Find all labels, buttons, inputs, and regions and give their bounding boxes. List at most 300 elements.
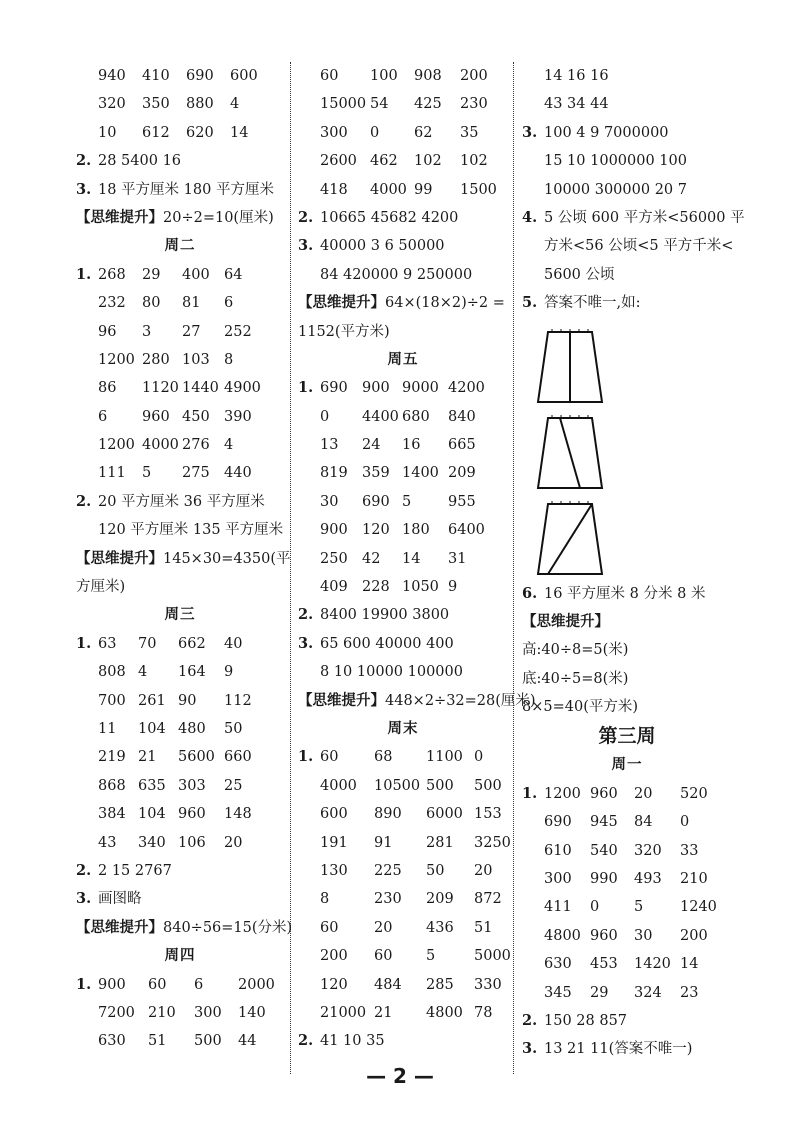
answer-row [298,829,511,857]
answer-row [76,289,284,317]
column-1 [76,62,293,1056]
answer-row [522,893,732,921]
answer-cell: 1420 [634,956,671,973]
answer-row [76,743,284,771]
answer-cell: 808 [98,664,126,681]
answer-text: 145×30=4350(平 [163,550,291,567]
answer-cell: 102 [414,153,442,170]
question-number: 3. [522,1040,538,1058]
answer-cell: 63 [98,635,117,652]
answer-cell: 23 [680,984,699,1001]
answer-cell: 324 [634,984,662,1001]
answer-line [522,289,732,317]
answer-cell: 230 [460,96,488,113]
answer-cell: 453 [590,956,618,973]
answer-cell: 14 [402,550,421,567]
answer-cell: 4000 [370,181,407,198]
answer-cell: 14 [230,124,249,141]
answer-text: 41 10 35 [320,1033,385,1050]
answer-line [76,176,284,204]
answer-cell: 84 [634,814,653,831]
answer-cell: 8 [320,891,330,908]
thinking-tag: 【思维提升】 [76,549,163,567]
answer-cell: 50 [426,862,445,879]
answer-cell: 411 [544,899,572,916]
answer-cell: 29 [590,984,609,1001]
answer-row [76,119,284,147]
answer-text: 100 4 9 7000000 [544,124,669,141]
answer-text: 40000 3 6 50000 [320,238,445,255]
answer-cell: 665 [448,437,476,454]
answer-line [522,580,732,608]
answer-cell: 1500 [460,181,497,198]
answer-text: 方米<56 公顷<5 平方千米< [544,238,734,255]
answer-cell: 0 [474,749,484,766]
answer-cell: 0 [680,814,690,831]
answer-cell: 440 [224,465,252,482]
answer-cell: 225 [374,862,402,879]
answer-text: 2 15 2767 [98,862,172,879]
answer-cell: 5 [142,465,152,482]
answer-line [522,1035,732,1063]
answer-cell: 51 [474,919,493,936]
answer-cell: 462 [370,153,398,170]
answer-row [76,403,284,431]
answer-row [76,658,284,686]
answer-row [522,979,732,1007]
thinking-tag: 【思维提升】 [522,612,609,630]
answer-cell: 21 [138,749,157,766]
answer-row [298,431,508,459]
answer-text: 5600 公顷 [544,266,615,283]
answer-cell: 43 [98,834,117,851]
answer-row [76,999,284,1027]
question-number: 2. [76,861,92,879]
question-number: 1. [522,784,538,802]
answer-cell: 612 [142,124,170,141]
answer-cell: 111 [98,465,126,482]
answer-cell: 880 [186,96,214,113]
answer-cell: 16 [402,437,421,454]
answer-cell: 60 [320,749,339,766]
answer-text: 43 34 44 [544,96,609,113]
answer-text: 150 28 857 [544,1012,628,1029]
answer-cell: 1120 [142,380,179,397]
answer-cell: 484 [374,976,402,993]
answer-text: 84 420000 9 250000 [320,266,473,283]
answer-cell: 300 [544,871,572,888]
answer-cell: 4800 [426,1004,463,1021]
answer-cell: 25 [224,777,243,794]
answer-cell: 450 [182,408,210,425]
answer-row [76,800,284,828]
dividing-line [560,418,580,488]
answer-cell: 209 [448,465,476,482]
answer-cell: 384 [98,806,126,823]
answer-text: 10000 300000 20 7 [544,181,687,198]
answer-row [76,431,284,459]
answer-text: 15 10 1000000 100 [544,153,687,170]
answer-row [298,147,508,175]
answer-cell: 153 [474,806,502,823]
answer-cell: 35 [460,124,479,141]
answer-cell: 500 [426,777,454,794]
answer-row [298,743,508,771]
answer-cell: 20 [224,834,243,851]
answer-cell: 81 [182,295,201,312]
answer-cell: 630 [98,1033,126,1050]
answer-cell: 90 [178,692,197,709]
answer-cell: 960 [590,927,618,944]
question-number: 2. [298,208,314,226]
answer-line [522,90,732,118]
answer-cell: 5 [426,948,436,965]
answer-cell: 3 [142,323,152,340]
answer-cell: 1440 [182,380,219,397]
answer-line [298,658,508,686]
answer-cell: 252 [224,323,252,340]
answer-text: 28 5400 16 [98,153,182,170]
answer-cell: 104 [138,720,166,737]
question-number: 5. [522,294,538,312]
answer-text: 10665 45682 4200 [320,209,459,226]
answer-cell: 54 [370,96,389,113]
answer-cell: 662 [178,635,206,652]
answer-cell: 78 [474,1004,493,1021]
answer-line [522,693,732,721]
answer-row [522,865,732,893]
question-number: 2. [522,1011,538,1029]
answer-cell: 960 [178,806,206,823]
answer-row [522,922,732,950]
answer-line [298,1027,508,1055]
answer-cell: 164 [178,664,206,681]
answer-cell: 44 [238,1033,257,1050]
answer-row [298,90,508,118]
answer-row [298,999,508,1027]
answer-cell: 180 [402,522,430,539]
question-number: 2. [298,1032,314,1050]
answer-row [298,772,508,800]
question-number: 6. [522,584,538,602]
answer-cell: 9000 [402,380,439,397]
answer-text: 65 600 40000 400 [320,635,454,652]
answer-cell: 320 [98,96,126,113]
answer-line [522,232,732,260]
answer-cell: 24 [362,437,381,454]
thinking-tag: 【思维提升】 [76,918,163,936]
answer-text: 20÷2=10(厘米) [163,209,274,226]
answer-cell: 4000 [320,777,357,794]
answer-cell: 200 [680,927,708,944]
answer-cell: 4000 [142,437,179,454]
answer-cell: 540 [590,842,618,859]
answer-cell: 86 [98,380,117,397]
answer-cell: 345 [544,984,572,1001]
answer-cell: 15000 [320,96,367,113]
answer-cell: 410 [142,68,170,84]
answer-cell: 20 [634,785,653,802]
answer-cell: 890 [374,806,402,823]
question-number: 1. [76,975,92,993]
answer-cell: 60 [320,919,339,936]
thinking-answer [76,914,293,942]
answer-text: 答案不唯一,如: [544,295,641,312]
answer-cell: 4 [230,96,240,113]
answer-cell: 955 [448,493,476,510]
answer-cell: 14 [680,956,699,973]
answer-cell: 300 [194,1004,222,1021]
section-heading-zhou3: 周三 [164,606,196,624]
answer-text: 高:40÷8=5(米) [522,642,629,659]
answer-cell: 10 [98,124,117,141]
answer-row [298,459,508,487]
answer-row [76,772,284,800]
thinking-tag: 【思维提升】 [298,294,385,312]
answer-cell: 690 [320,380,348,397]
answer-line [522,665,732,693]
answer-cell: 228 [362,579,390,596]
answer-cell: 96 [98,323,117,340]
answer-cell: 1100 [426,749,463,766]
answer-cell: 690 [362,493,390,510]
answer-row [76,829,284,857]
answer-cell: 200 [320,948,348,965]
answer-cell: 60 [374,948,393,965]
answer-cell: 635 [138,777,166,794]
answer-row [76,346,284,374]
answer-cell: 303 [178,777,206,794]
answer-text: 120 平方厘米 135 平方厘米 [98,522,284,539]
answer-line [298,318,508,346]
answer-cell: 120 [320,976,348,993]
answer-cell: 64 [224,266,243,283]
question-number: 3. [298,634,314,652]
thinking-answer [298,289,508,317]
answer-row [298,800,508,828]
answer-line [298,261,508,289]
answer-line [298,232,508,260]
answer-cell: 21000 [320,1004,367,1021]
answer-cell: 900 [362,380,390,397]
answer-cell: 210 [148,1004,176,1021]
answer-row [522,780,732,808]
answer-cell: 660 [224,749,252,766]
answer-text: 画图略 [98,891,142,908]
answer-cell: 6000 [426,806,463,823]
answer-cell: 400 [182,266,210,283]
answer-cell: 219 [98,749,126,766]
answer-line [522,636,732,664]
answer-row [298,119,508,147]
answer-cell: 4800 [544,927,581,944]
question-number: 3. [522,123,538,141]
trapezoid-figure [538,501,602,574]
answer-row [76,1027,284,1055]
answer-row [298,885,508,913]
answer-cell: 1240 [680,899,717,916]
answer-cell: 5600 [178,749,215,766]
answer-text: 448×2÷32=28(厘米) [385,692,536,709]
answer-cell: 200 [460,68,488,84]
answer-cell: 610 [544,842,572,859]
answer-cell: 0 [590,899,600,916]
answer-cell: 21 [374,1004,393,1021]
answer-cell: 261 [138,692,166,709]
answer-row [76,261,284,289]
answer-line [76,147,284,175]
answer-cell: 418 [320,181,348,198]
answer-cell: 31 [448,550,467,567]
answer-cell: 80 [142,295,161,312]
question-number: 3. [298,237,314,255]
answer-cell: 0 [320,408,330,425]
answer-cell: 320 [634,842,662,859]
answer-cell: 60 [148,976,167,993]
page-number: — 2 — [366,1064,434,1088]
answer-cell: 50 [224,720,243,737]
answer-row [522,950,732,978]
answer-cell: 70 [138,635,157,652]
answer-line [76,488,284,516]
answer-cell: 868 [98,777,126,794]
answer-cell: 30 [320,493,339,510]
answer-cell: 42 [362,550,381,567]
answer-row [76,715,284,743]
answer-text: 14 16 16 [544,68,609,84]
answer-text: 方厘米) [76,579,126,596]
section-heading-zhou4: 周四 [164,947,196,965]
answer-cell: 5 [634,899,644,916]
question-number: 3. [76,890,92,908]
answer-row [522,837,732,865]
section-heading-zhou2: 周二 [164,237,196,255]
question-number: 1. [76,634,92,652]
answer-cell: 104 [138,806,166,823]
answer-cell: 900 [98,976,126,993]
answer-cell: 285 [426,976,454,993]
answer-cell: 99 [414,181,433,198]
answer-cell: 6 [194,976,204,993]
answer-cell: 120 [362,522,390,539]
answer-cell: 425 [414,96,442,113]
answer-line [522,176,732,204]
answer-row [76,374,284,402]
answer-cell: 140 [238,1004,266,1021]
answer-text: 8400 19900 3800 [320,607,450,624]
answer-text: 5 公顷 600 平方米<56000 平 [544,209,745,226]
answer-row [76,971,284,999]
answer-cell: 106 [178,834,206,851]
answer-line [76,573,284,601]
answer-row [298,176,508,204]
answer-cell: 62 [414,124,433,141]
answer-row [298,942,511,970]
answer-line [522,1007,732,1035]
answer-cell: 5 [402,493,412,510]
answer-row [76,459,284,487]
answer-row [298,374,508,402]
answer-cell: 700 [98,692,126,709]
answer-row [298,573,508,601]
answer-cell: 102 [460,153,488,170]
answer-cell: 6 [224,295,234,312]
answer-cell: 350 [142,96,170,113]
answer-cell: 7200 [98,1004,135,1021]
answer-line [522,119,732,147]
thinking-answer [298,687,536,715]
answer-cell: 60 [320,68,339,84]
answer-cell: 690 [186,68,214,84]
answer-cell: 600 [320,806,348,823]
answer-row [298,488,508,516]
answer-cell: 2600 [320,153,357,170]
thinking-tag: 【思维提升】 [298,691,385,709]
question-number: 1. [298,379,314,397]
answer-cell: 900 [320,522,348,539]
answer-cell: 500 [474,777,502,794]
section-heading-zhoumo: 周末 [387,719,419,737]
answer-cell: 10500 [374,777,421,794]
answer-row [76,630,284,658]
answer-cell: 0 [370,124,380,141]
answer-cell: 20 [374,919,393,936]
question-number: 2. [76,152,92,170]
answer-cell: 11 [98,720,117,737]
answer-cell: 680 [402,408,430,425]
answer-row [298,857,508,885]
trapezoid-figures [522,318,732,580]
question-number: 1. [76,265,92,283]
answer-cell: 493 [634,871,662,888]
answer-line [522,204,745,232]
answer-cell: 945 [590,814,618,831]
answer-row [76,687,284,715]
answer-row [298,403,508,431]
answer-cell: 4900 [224,380,261,397]
trapezoid-figure [538,415,602,488]
answer-cell: 103 [182,351,210,368]
answer-cell: 990 [590,871,618,888]
answer-cell: 51 [148,1033,167,1050]
answer-cell: 6 [98,408,108,425]
answer-text: 840÷56=15(分米) [163,919,293,936]
answer-cell: 436 [426,919,454,936]
answer-cell: 210 [680,871,708,888]
answer-line [522,62,732,90]
answer-row [298,516,508,544]
answer-cell: 1200 [98,437,135,454]
column-2 [298,62,536,1056]
answer-cell: 209 [426,891,454,908]
answer-cell: 819 [320,465,348,482]
answer-cell: 908 [414,68,442,84]
answer-cell: 500 [194,1033,222,1050]
question-number: 2. [298,606,314,624]
answer-cell: 390 [224,408,252,425]
answer-cell: 620 [186,124,214,141]
answer-cell: 9 [448,579,458,596]
answer-row [522,808,732,836]
answer-cell: 112 [224,692,252,709]
answer-row [298,971,508,999]
answer-text: 8 10 10000 100000 [320,664,463,681]
answer-cell: 4400 [362,408,399,425]
answer-cell: 940 [98,68,126,84]
answer-cell: 130 [320,862,348,879]
answer-cell: 29 [142,266,161,283]
answer-cell: 91 [374,834,393,851]
